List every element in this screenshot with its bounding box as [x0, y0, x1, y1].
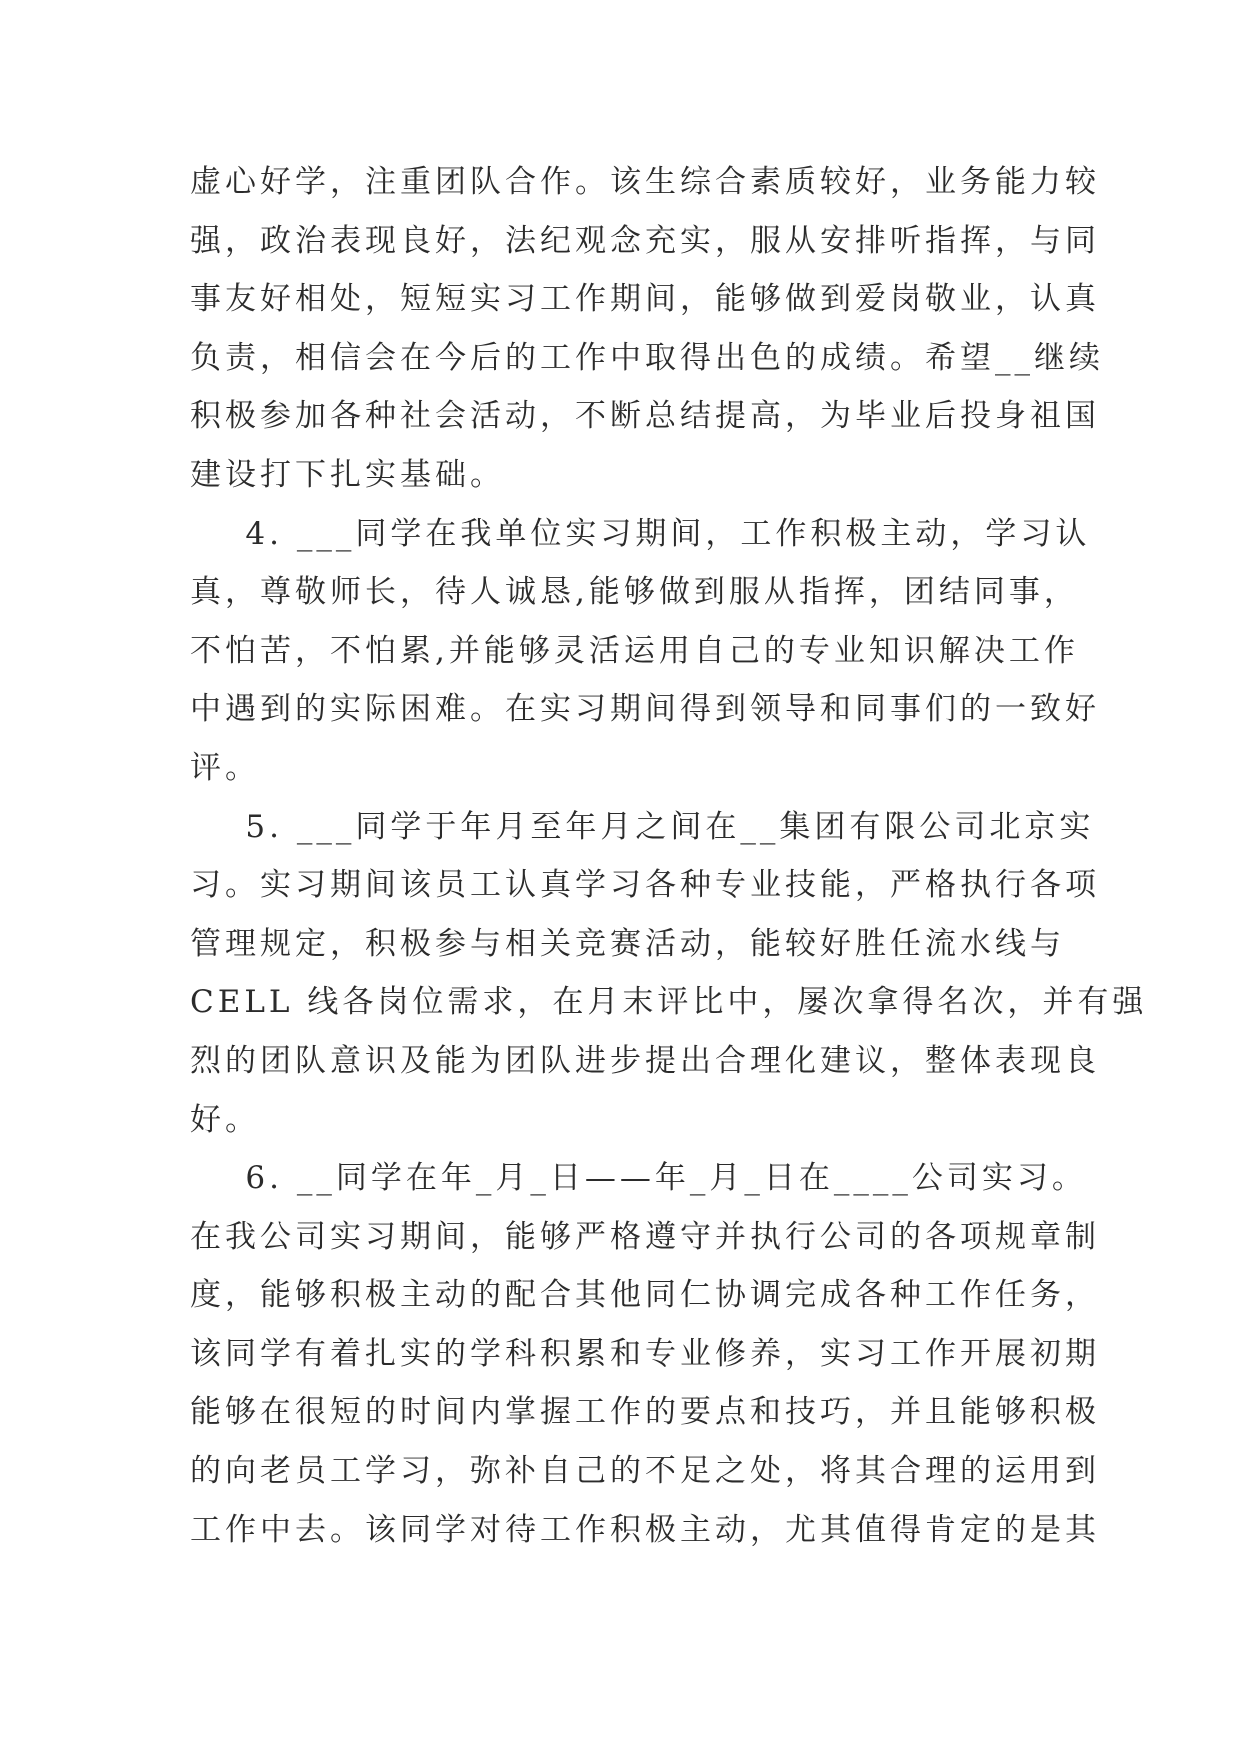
text-line: 工作中去。该同学对待工作积极主动，尤其值得肯定的是其: [190, 1511, 1100, 1548]
text-line: 烈的团队意识及能为团队进步提出合理化建议，整体表现良: [190, 1042, 1100, 1079]
text-line: CELL 线各岗位需求，在月末评比中，屡次拿得名次，并有强: [190, 984, 1148, 1021]
document-body: [190, 153, 1148, 1559]
text-line: 真，尊敬师长，待人诚恳,能够做到服从指挥，团结同事，: [190, 574, 1079, 611]
paragraph-4-start: 4. ___同学在我单位实习期间，工作积极主动，学习认: [190, 515, 1091, 552]
text-line: 负责，相信会在今后的工作中取得出色的成绩。希望__继续: [190, 339, 1104, 376]
text-line: 该同学有着扎实的学科积累和专业修养，实习工作开展初期: [190, 1335, 1100, 1372]
text-line: 能够在很短的时间内掌握工作的要点和技巧，并且能够积极: [190, 1394, 1100, 1431]
text-line: 事友好相处，短短实习工作期间，能够做到爱岗敬业，认真: [190, 281, 1100, 318]
text-line: 度，能够积极主动的配合其他同仁协调完成各种工作任务，: [190, 1277, 1100, 1314]
text-line: 习。实习期间该员工认真学习各种专业技能，严格执行各项: [190, 867, 1100, 904]
text-line: 好。: [190, 1101, 260, 1138]
text-line: 不怕苦，不怕累,并能够灵活运用自己的专业知识解决工作: [190, 632, 1079, 669]
text-line: 管理规定，积极参与相关竞赛活动，能较好胜任流水线与: [190, 925, 1065, 962]
text-line: 强，政治表现良好，法纪观念充实，服从安排听指挥，与同: [190, 222, 1100, 259]
text-line: 的向老员工学习，弥补自己的不足之处，将其合理的运用到: [190, 1453, 1100, 1490]
text-line: 建设打下扎实基础。: [190, 456, 505, 493]
paragraph-5-start: 5. ___同学于年月至年月之间在__集团有限公司北京实: [190, 808, 1095, 845]
text-line: 中遇到的实际困难。在实习期间得到领导和同事们的一致好: [190, 691, 1100, 728]
text-line: 评。: [190, 749, 260, 786]
text-line: 虚心好学，注重团队合作。该生综合素质较好，业务能力较: [190, 164, 1100, 200]
text-line: 在我公司实习期间，能够严格遵守并执行公司的各项规章制: [190, 1218, 1100, 1255]
paragraph-6-start: 6. __同学在年_月_日——年_月_日在____公司实习。: [190, 1160, 1087, 1197]
text-line: 积极参加各种社会活动，不断总结提高，为毕业后投身祖国: [190, 398, 1100, 435]
